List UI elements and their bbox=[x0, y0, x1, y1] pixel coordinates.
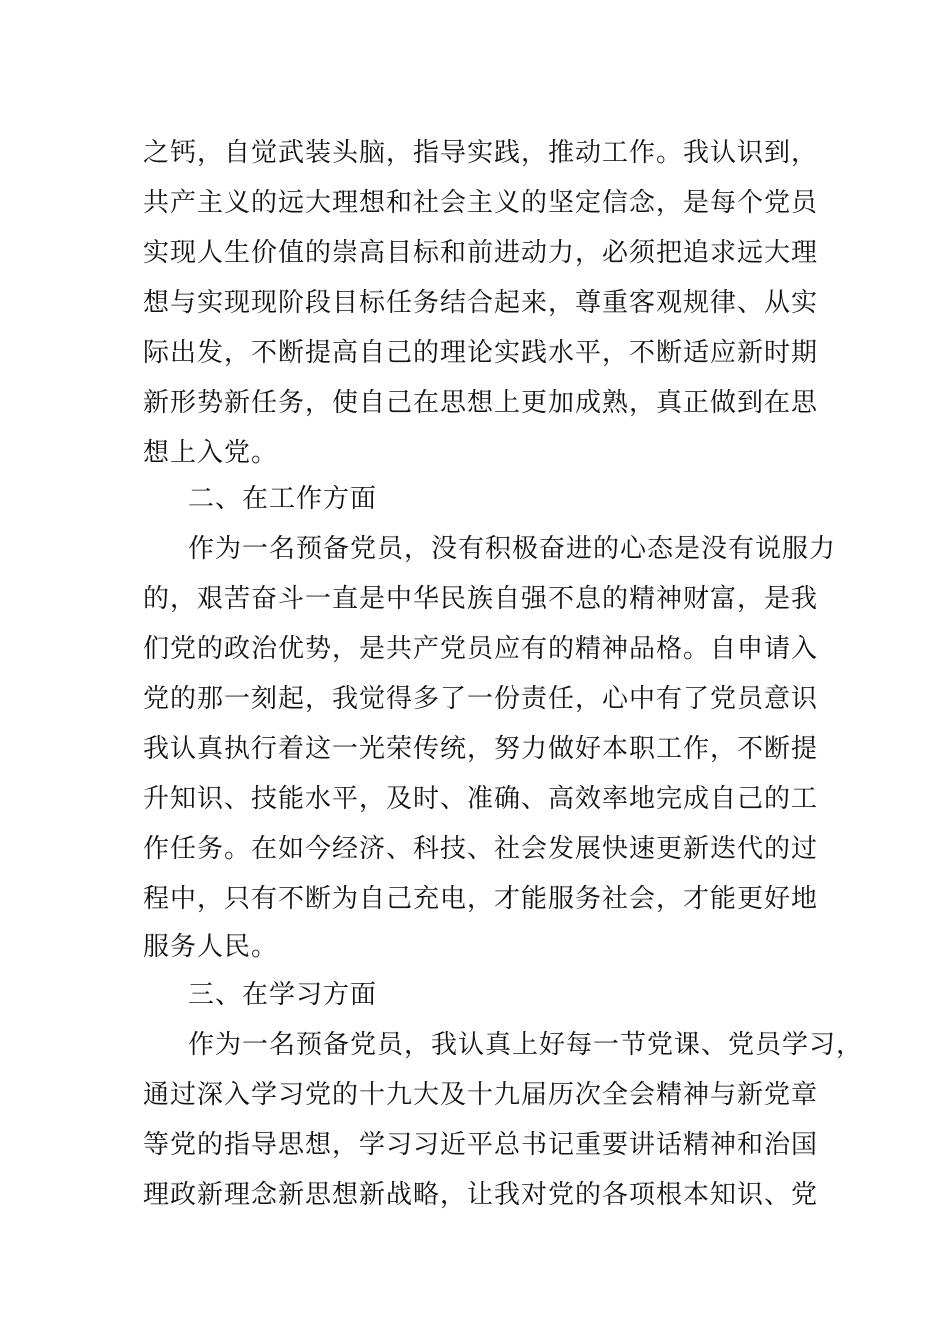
paragraph-line: 我认真执行着这一光荣传统，努力做好本职工作，不断提 bbox=[143, 734, 819, 764]
paragraph-line: 们党的政治优势，是共产党员应有的精神品格。自申请入 bbox=[143, 634, 819, 664]
paragraph-line: 理政新理念新思想新战略，让我对党的各项根本知识、党 bbox=[143, 1180, 819, 1210]
paragraph-line: 程中，只有不断为自己充电，才能服务社会，才能更好地 bbox=[143, 884, 819, 914]
paragraph-line: 服务人民。 bbox=[143, 932, 279, 962]
paragraph-line: 的，艰苦奋斗一直是中华民族自强不息的精神财富，是我 bbox=[143, 584, 819, 614]
paragraph-line: 际出发，不断提高自己的理论实践水平，不断适应新时期 bbox=[143, 338, 819, 368]
paragraph-line: 实现人生价值的崇高目标和前进动力，必须把追求远大理 bbox=[143, 238, 819, 268]
section-heading-study: 三、在学习方面 bbox=[188, 980, 378, 1010]
paragraph-line: 作为一名预备党员，我认真上好每一节党课、党员学习， bbox=[188, 1030, 864, 1060]
paragraph-line: 共产主义的远大理想和社会主义的坚定信念，是每个党员 bbox=[143, 188, 819, 218]
paragraph-line: 作为一名预备党员，没有积极奋进的心态是没有说服力 bbox=[188, 534, 837, 564]
paragraph-line: 作任务。在如今经济、科技、社会发展快速更新迭代的过 bbox=[143, 834, 819, 864]
paragraph-line: 等党的指导思想，学习习近平总书记重要讲话精神和治国 bbox=[143, 1130, 819, 1160]
paragraph-line: 想与实现现阶段目标任务结合起来，尊重客观规律、从实 bbox=[143, 288, 819, 318]
paragraph-line: 升知识、技能水平，及时、准确、高效率地完成自己的工 bbox=[143, 784, 819, 814]
section-heading-work: 二、在工作方面 bbox=[188, 484, 378, 514]
paragraph-line: 党的那一刻起，我觉得多了一份责任，心中有了党员意识 bbox=[143, 684, 819, 714]
paragraph-line: 通过深入学习党的十九大及十九届历次全会精神与新党章 bbox=[143, 1080, 819, 1110]
paragraph-line: 新形势新任务，使自己在思想上更加成熟，真正做到在思 bbox=[143, 388, 819, 418]
paragraph-line: 之钙，自觉武装头脑，指导实践，推动工作。我认识到， bbox=[143, 138, 819, 168]
paragraph-line: 想上入党。 bbox=[143, 438, 279, 468]
